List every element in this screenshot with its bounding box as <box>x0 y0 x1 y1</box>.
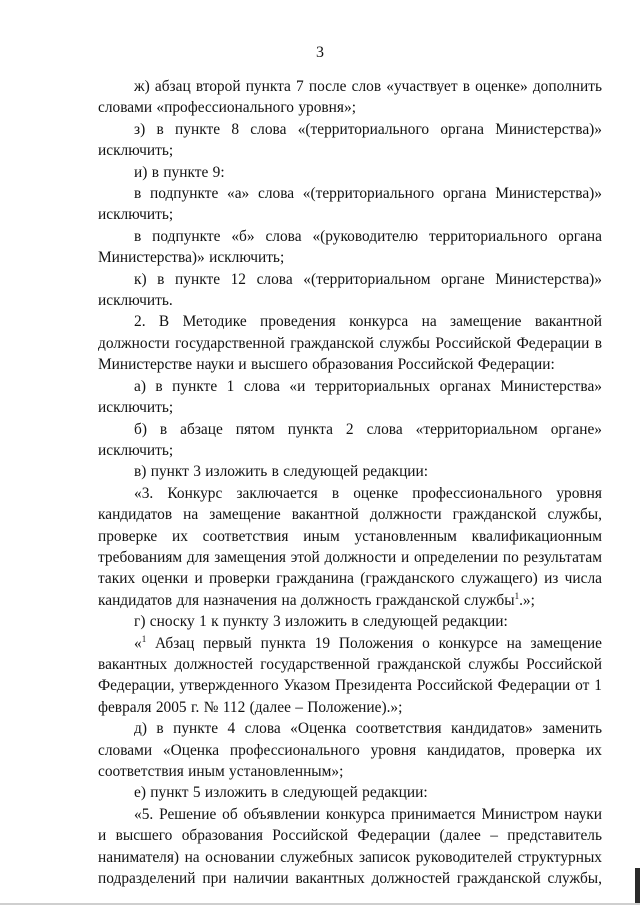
paragraph-text: е) пункт 5 изложить в следующей редакции: <box>134 784 428 802</box>
paragraph-text: «5. Решение об объявлении конкурса принимается Министром науки и высшего образования Российской Федерации (далее – представитель нанимателя) на основании служебных записок руководителей структурных подразделений при наличии вакантных должностей гражданской службы, <box>98 805 602 888</box>
paragraph-2g <box>98 611 602 632</box>
paragraph-z <box>98 119 602 162</box>
paragraph-2e <box>98 782 602 803</box>
paragraph-text: д) в пункте 4 слова «Оценка соответствия кандидатов» заменить словами «Оценка профессионального уровня кандидатов, проверка их соответствия иным установленным»; <box>98 720 602 780</box>
paragraph-text: ж) абзац второй пункта 7 после слов «участвует в оценке» дополнить словами «профессионального уровня»; <box>98 78 602 117</box>
paragraph-tail: .»; <box>519 591 535 609</box>
paragraph-quote-5 <box>98 804 602 890</box>
document-body <box>98 76 602 889</box>
footnote-ref: 1 <box>141 633 147 644</box>
paragraph-footnote-1 <box>98 633 602 719</box>
paragraph-text: з) в пункте 8 слова «(территориального органа Министерства)» исключить; <box>98 120 602 160</box>
paragraph-2b <box>98 419 602 462</box>
paragraph-2d <box>98 718 602 782</box>
paragraph-text: 2. В Методике проведения конкурса на замещение вакантной должности государственной гражданской службы Российской Федерации в Министерстве науки и высшего образования Российской Федерации: <box>98 313 602 374</box>
footnote-ref: 1 <box>514 590 520 601</box>
paragraph-2a <box>98 376 602 419</box>
paragraph-i-b <box>98 226 602 269</box>
paragraph-quote-3 <box>98 483 602 611</box>
paragraph-text: б) в абзаце пятом пункта 2 слова «территориальном органе» исключить; <box>98 420 602 459</box>
paragraph-zh <box>98 76 602 119</box>
paragraph-text: и) в пункте 9: <box>134 163 225 181</box>
paragraph-open-quote: « <box>134 634 142 652</box>
paragraph-text: в подпункте «б» слова «(руководителю территориального органа Министерства)» исключить; <box>98 227 602 267</box>
paragraph-2v <box>98 461 602 482</box>
paragraph-text: к) в пункте 12 слова «(территориальном органе Министерства)» исключить. <box>98 270 602 310</box>
paragraph-section-2 <box>98 311 602 375</box>
paragraph-i <box>98 162 602 183</box>
scan-edge-mark <box>635 868 640 905</box>
paragraph-text: а) в пункте 1 слова «и территориальных органах Министерства» исключить; <box>98 377 602 417</box>
paragraph-text: в подпункте «а» слова «(территориального органа Министерства)» исключить; <box>98 185 602 224</box>
paragraph-text: Абзац первый пункта 19 Положения о конкурсе на замещение вакантных должностей государственной гражданской службы Российской Федерации, утвержденного Указом Президента Российской Федерации от 1 февраля 2005 г. № 112 (далее – Положение).»; <box>98 634 602 716</box>
paragraph-text: «3. Конкурс заключается в оценке профессионального уровня кандидатов на замещение вакантной должности гражданской службы, проверке их соответствия иным установленным квалификационным требованиям для замещения этой должности и определении по результатам таких оценки и проверки гражданина (гражданского служащего) из числа кандидатов для назначения на должность гражданской службы <box>98 484 602 609</box>
paragraph-text: в) пункт 3 изложить в следующей редакции: <box>134 463 429 481</box>
page-number: 3 <box>316 44 324 61</box>
paragraph-k <box>98 269 602 312</box>
paragraph-i-a <box>98 183 602 226</box>
paragraph-text: г) сноску 1 к пункту 3 изложить в следующей редакции: <box>134 613 508 631</box>
